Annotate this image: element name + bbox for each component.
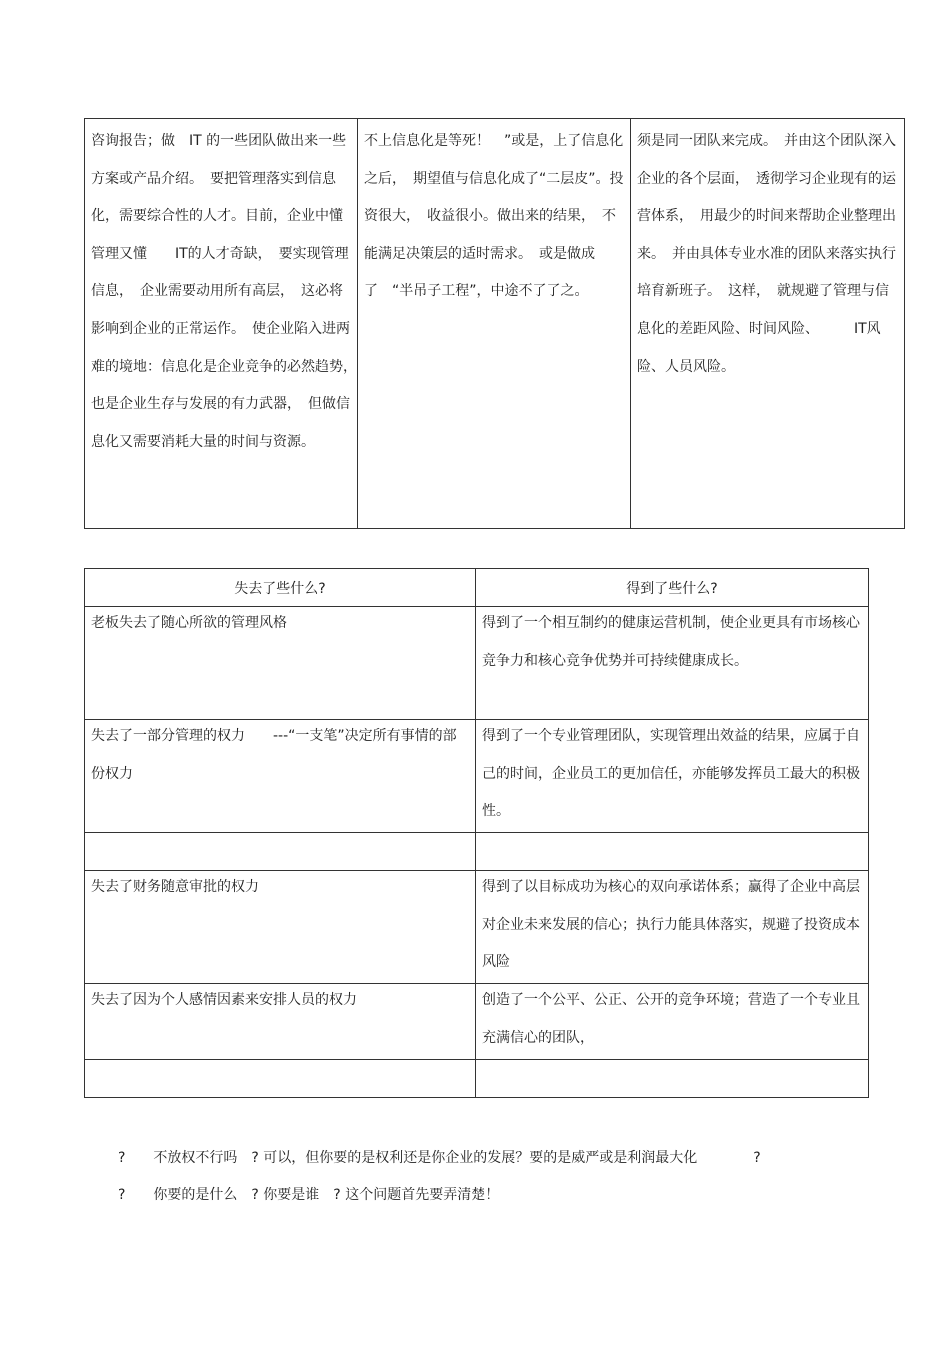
question-line-1: ? 不放权不行吗 ? 可以，但你要的是权利还是你企业的发展？要的是威严或是利润最大化 ? [118, 1150, 761, 1166]
lost-cell [85, 833, 476, 871]
table-row-empty [85, 833, 869, 871]
gained-text: 创造了一个公平、公正、公开的竞争环境；营造了一个专业且充满信心的团队， [482, 992, 860, 1046]
gained-cell [476, 607, 869, 720]
gained-text: 得到了一个专业管理团队，实现管理出效益的结果，应属于自己的时间，企业员工的更加信任，亦能够发挥员工最大的积极性。 [482, 728, 860, 820]
lost-cell [85, 720, 476, 833]
lost-cell [85, 607, 476, 720]
lost-gained-table [84, 568, 869, 1098]
table-row [85, 871, 869, 984]
gained-cell [476, 984, 869, 1060]
table-row [85, 119, 905, 529]
continued-analysis-table [84, 118, 905, 529]
lost-text: 失去了财务随意审批的权力 [91, 879, 259, 895]
header-lost: 失去了些什么? [85, 569, 476, 607]
table-row [85, 720, 869, 833]
gained-text: 得到了一个相互制约的健康运营机制，使企业更具有市场核心竞争力和核心竞争优势并可持续健康成长。 [482, 615, 860, 669]
analysis-column-3: 须是同一团队来完成。 并由这个团队深入企业的各个层面， 透彻学习企业现有的运营体系， 用最少的时间来帮助企业整理出来。 并由具体专业水准的团队来落实执行培育新班子。 这样， 就规避了管理与信息化的差距风险、时间风险、 IT风险、人员风险。 [631, 119, 905, 529]
lost-text: 失去了一部分管理的权力 ---“一支笔”决定所有事情的部份权力 [91, 728, 457, 782]
lost-cell [85, 984, 476, 1060]
closing-questions [118, 1140, 818, 1214]
gained-cell [476, 833, 869, 871]
table-row [85, 984, 869, 1060]
lost-cell [85, 1060, 476, 1098]
lost-cell [85, 871, 476, 984]
table-header-row [85, 569, 869, 607]
analysis-column-1: 咨询报告；做 IT 的一些团队做出来一些方案或产品介绍。 要把管理落实到信息化，需要综合性的人才。目前，企业中懂管理又懂 IT的人才奇缺， 要实现管理信息， 企业需要动用所有高层， 这必将影响到企业的正常运作。 使企业陷入进两难的境地：信息化是企业竞争的必然趋势， 也是企业生存与发展的有力武器， 但做信息化又需要消耗大量的时间与资源。 [85, 119, 358, 529]
gained-text: 得到了以目标成功为核心的双向承诺体系；赢得了企业中高层对企业未来发展的信心；执行力能具体落实，规避了投资成本风险 [482, 879, 860, 971]
table-row-empty [85, 1060, 869, 1098]
gained-cell [476, 871, 869, 984]
lost-text: 老板失去了随心所欲的管理风格 [91, 615, 287, 631]
lost-text: 失去了因为个人感情因素来安排人员的权力 [91, 992, 357, 1008]
gained-cell [476, 1060, 869, 1098]
gained-cell [476, 720, 869, 833]
table-row [85, 607, 869, 720]
analysis-column-2: 不上信息化是等死！ ”或是，上了信息化之后， 期望值与信息化成了“二层皮”。投资很大， 收益很小。做出来的结果， 不能满足决策层的适时需求。 或是做成了 “半吊子工程”，中途不了了之。 [358, 119, 631, 529]
question-line-2: ? 你要的是什么 ? 你要是谁 ? 这个问题首先要弄清楚！ [118, 1187, 500, 1203]
header-gained: 得到了些什么? [476, 569, 869, 607]
